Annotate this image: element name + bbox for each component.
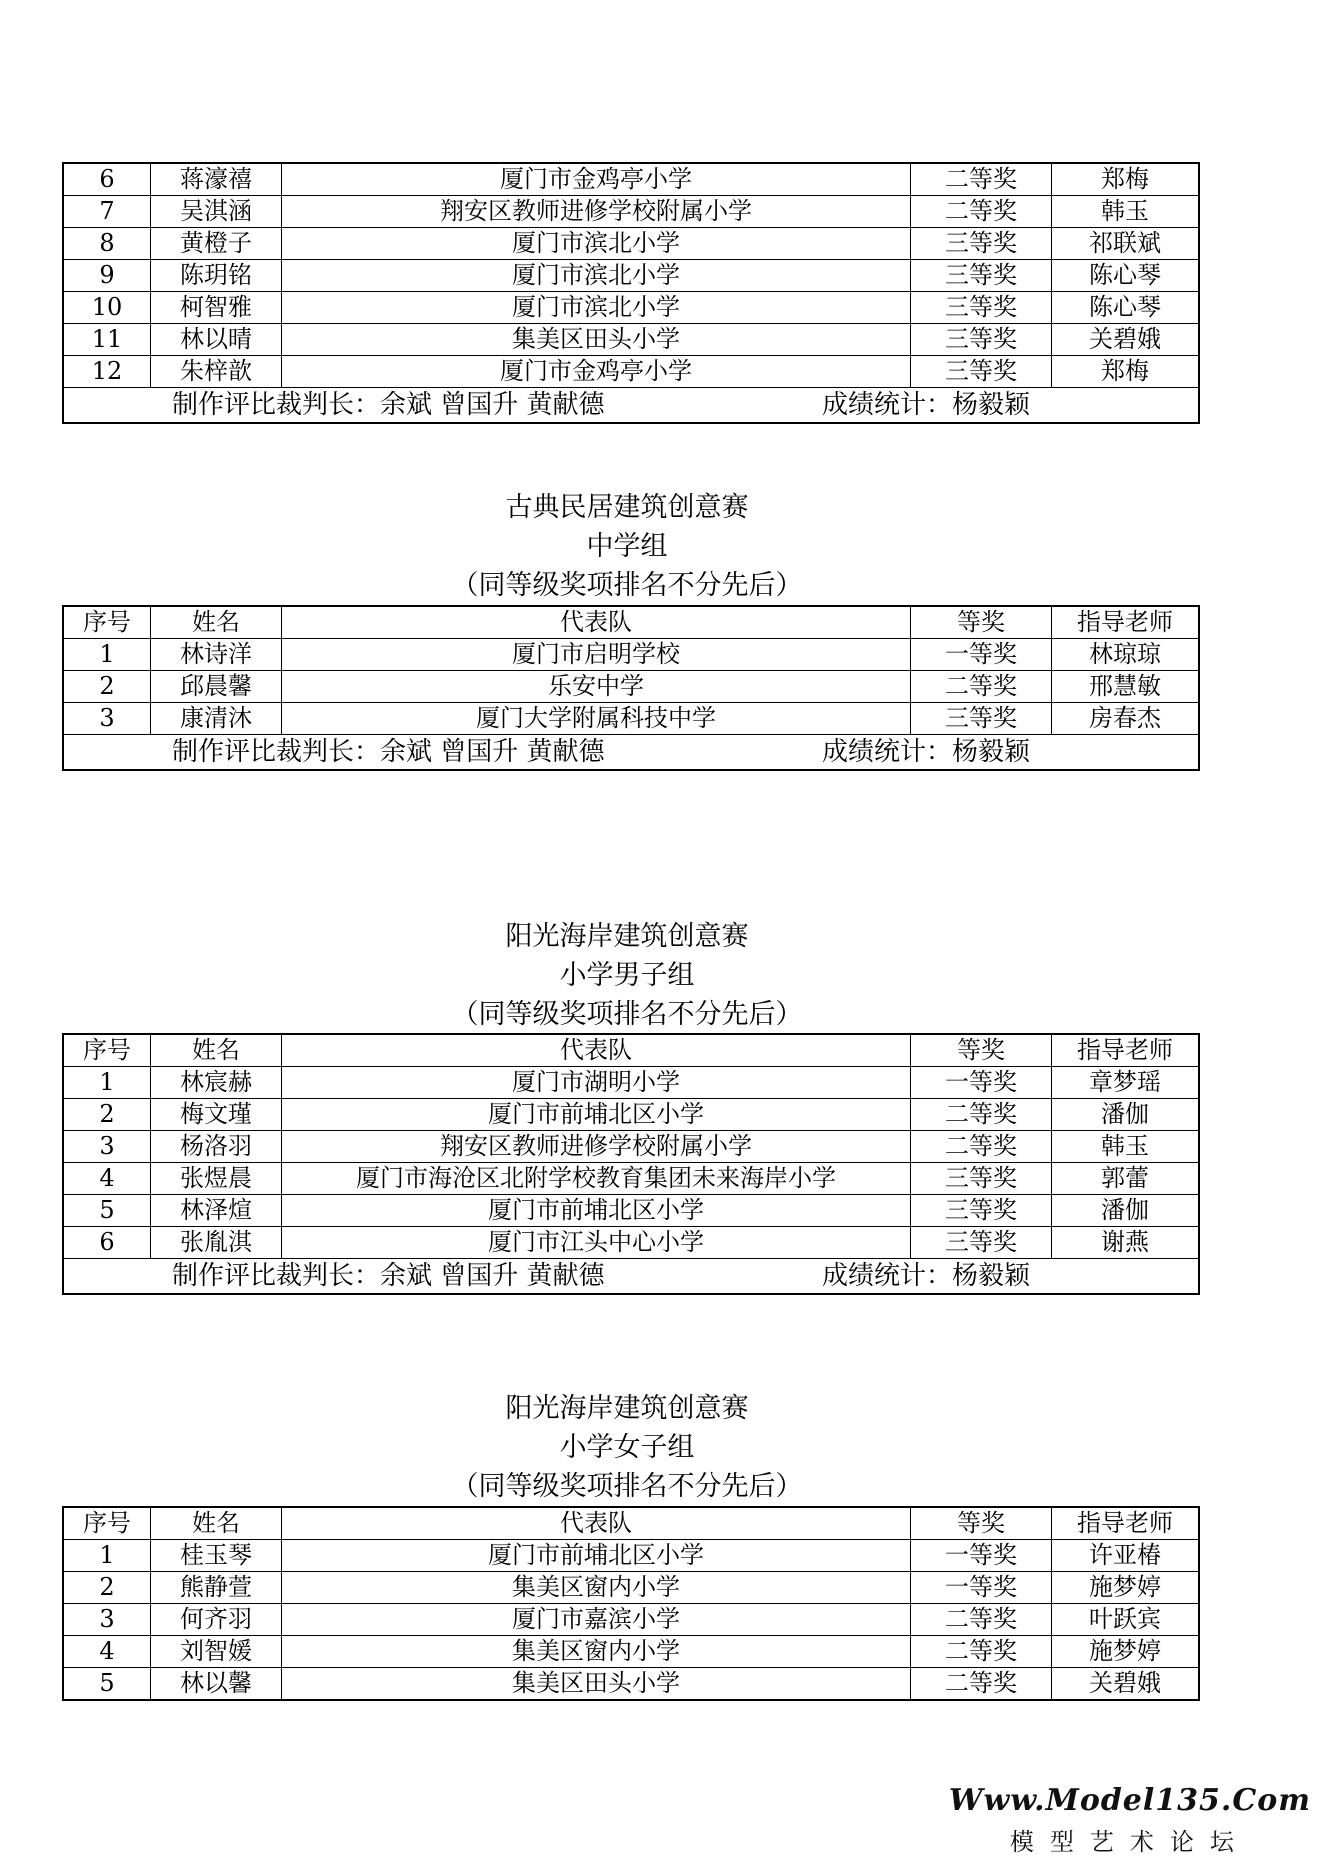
cell-number: 6 <box>63 163 151 196</box>
cell-number: 2 <box>63 671 151 703</box>
cell-award: 二等奖 <box>911 163 1052 196</box>
cell-teacher: 叶跃宾 <box>1052 1604 1200 1636</box>
cell-teacher: 郭蕾 <box>1052 1163 1200 1195</box>
header-team: 代表队 <box>282 1034 911 1067</box>
table-row <box>63 228 1199 260</box>
cell-teacher: 施梦婷 <box>1052 1572 1200 1604</box>
cell-award: 二等奖 <box>911 1131 1052 1163</box>
cell-teacher: 陈心琴 <box>1052 260 1200 292</box>
cell-team: 集美区田头小学 <box>282 324 911 356</box>
cell-number: 3 <box>63 1604 151 1636</box>
header-row <box>63 1034 1199 1067</box>
cell-name: 康清沐 <box>151 703 282 735</box>
cell-name: 熊静萱 <box>151 1572 282 1604</box>
cell-award: 一等奖 <box>911 1540 1052 1572</box>
cell-name: 梅文瑾 <box>151 1099 282 1131</box>
cell-team: 集美区田头小学 <box>282 1668 911 1701</box>
header-teacher: 指导老师 <box>1052 1507 1200 1540</box>
results-table <box>62 1506 1200 1701</box>
stats-credit: 成绩统计：杨毅颖 <box>822 1261 1031 1291</box>
cell-team: 厦门大学附属科技中学 <box>282 703 911 735</box>
cell-team: 厦门市前埔北区小学 <box>282 1099 911 1131</box>
cell-award: 三等奖 <box>911 356 1052 388</box>
cell-teacher: 关碧娥 <box>1052 1668 1200 1701</box>
results-table <box>62 605 1200 771</box>
cell-team: 厦门市滨北小学 <box>282 260 911 292</box>
footer-cell <box>63 1259 1199 1295</box>
table-row <box>63 1540 1199 1572</box>
cell-award: 一等奖 <box>911 1572 1052 1604</box>
header-name: 姓名 <box>151 1034 282 1067</box>
cell-award: 三等奖 <box>911 228 1052 260</box>
cell-name: 吴淇涵 <box>151 196 282 228</box>
cell-teacher: 谢燕 <box>1052 1227 1200 1259</box>
cell-number: 5 <box>63 1195 151 1227</box>
cell-teacher: 许亚椿 <box>1052 1540 1200 1572</box>
cell-teacher: 林琼琼 <box>1052 639 1200 671</box>
table-row <box>63 671 1199 703</box>
cell-teacher: 陈心琴 <box>1052 292 1200 324</box>
table-row <box>63 1572 1199 1604</box>
table-row <box>63 356 1199 388</box>
cell-teacher: 潘伽 <box>1052 1099 1200 1131</box>
header-number: 序号 <box>63 1507 151 1540</box>
cell-name: 蒋濠禧 <box>151 163 282 196</box>
table-row <box>63 163 1199 196</box>
cell-team: 乐安中学 <box>282 671 911 703</box>
header-number: 序号 <box>63 1034 151 1067</box>
cell-number: 3 <box>63 703 151 735</box>
header-row <box>63 606 1199 639</box>
cell-number: 9 <box>63 260 151 292</box>
header-row <box>63 1507 1199 1540</box>
cell-number: 1 <box>63 639 151 671</box>
cell-team: 厦门市嘉滨小学 <box>282 1604 911 1636</box>
stats-credit: 成绩统计：杨毅颖 <box>822 737 1031 767</box>
cell-name: 张胤淇 <box>151 1227 282 1259</box>
cell-name: 林以馨 <box>151 1668 282 1701</box>
cell-name: 桂玉琴 <box>151 1540 282 1572</box>
cell-award: 三等奖 <box>911 260 1052 292</box>
table-row <box>63 1636 1199 1668</box>
cell-award: 一等奖 <box>911 1067 1052 1099</box>
header-team: 代表队 <box>282 1507 911 1540</box>
cell-award: 二等奖 <box>911 196 1052 228</box>
header-award: 等奖 <box>911 606 1052 639</box>
section-group: 小学女子组 <box>559 1432 695 1463</box>
table-row <box>63 1131 1199 1163</box>
section-note: （同等级奖项排名不分先后） <box>451 570 803 601</box>
cell-teacher: 潘伽 <box>1052 1195 1200 1227</box>
cell-name: 林诗洋 <box>151 639 282 671</box>
results-section-coast-girls <box>62 1506 1192 1701</box>
table-row <box>63 1163 1199 1195</box>
cell-name: 林泽煊 <box>151 1195 282 1227</box>
table-row <box>63 324 1199 356</box>
cell-award: 三等奖 <box>911 324 1052 356</box>
table-row <box>63 703 1199 735</box>
table-row <box>63 1195 1199 1227</box>
cell-team: 厦门市滨北小学 <box>282 292 911 324</box>
cell-team: 集美区窗内小学 <box>282 1572 911 1604</box>
cell-number: 4 <box>63 1163 151 1195</box>
cell-award: 二等奖 <box>911 671 1052 703</box>
cell-team: 厦门市金鸡亭小学 <box>282 356 911 388</box>
table-row <box>63 639 1199 671</box>
cell-name: 柯智雅 <box>151 292 282 324</box>
cell-name: 黄橙子 <box>151 228 282 260</box>
cell-team: 厦门市启明学校 <box>282 639 911 671</box>
watermark-logo <box>949 1783 1311 1857</box>
cell-name: 邱晨馨 <box>151 671 282 703</box>
cell-teacher: 郑梅 <box>1052 163 1200 196</box>
watermark-name: 模型艺术论坛 <box>1009 1828 1250 1856</box>
results-table <box>62 162 1200 424</box>
section-title: 阳光海岸建筑创意赛 <box>505 1393 749 1424</box>
cell-team: 厦门市海沧区北附学校教育集团未来海岸小学 <box>282 1163 911 1195</box>
table-row <box>63 196 1199 228</box>
cell-award: 三等奖 <box>911 292 1052 324</box>
footer-cell <box>63 735 1199 771</box>
cell-award: 二等奖 <box>911 1668 1052 1701</box>
cell-number: 2 <box>63 1572 151 1604</box>
cell-number: 11 <box>63 324 151 356</box>
footer-cell <box>63 388 1199 424</box>
header-teacher: 指导老师 <box>1052 606 1200 639</box>
cell-name: 朱梓歆 <box>151 356 282 388</box>
section-title: 古典民居建筑创意赛 <box>505 492 749 523</box>
cell-name: 林以晴 <box>151 324 282 356</box>
referee-credit: 制作评比裁判长：余斌 曾国升 黄献德 <box>172 1261 605 1291</box>
results-section-coast-boys <box>62 1033 1192 1295</box>
watermark-site: Www.Model135.Com <box>948 1783 1311 1818</box>
cell-award: 三等奖 <box>911 703 1052 735</box>
referee-credit: 制作评比裁判长：余斌 曾国升 黄献德 <box>172 390 605 420</box>
cell-teacher: 章梦瑶 <box>1052 1067 1200 1099</box>
section-note: （同等级奖项排名不分先后） <box>451 1471 803 1502</box>
cell-number: 4 <box>63 1636 151 1668</box>
header-number: 序号 <box>63 606 151 639</box>
section-title: 阳光海岸建筑创意赛 <box>505 921 749 952</box>
cell-team: 厦门市金鸡亭小学 <box>282 163 911 196</box>
cell-team: 翔安区教师进修学校附属小学 <box>282 1131 911 1163</box>
cell-team: 厦门市滨北小学 <box>282 228 911 260</box>
cell-name: 杨洛羽 <box>151 1131 282 1163</box>
header-team: 代表队 <box>282 606 911 639</box>
header-name: 姓名 <box>151 606 282 639</box>
cell-name: 林宸赫 <box>151 1067 282 1099</box>
cell-name: 张煜晨 <box>151 1163 282 1195</box>
cell-team: 集美区窗内小学 <box>282 1636 911 1668</box>
cell-number: 6 <box>63 1227 151 1259</box>
cell-teacher: 韩玉 <box>1052 196 1200 228</box>
table-row <box>63 1099 1199 1131</box>
results-section-classical-middle <box>62 605 1192 771</box>
cell-award: 三等奖 <box>911 1195 1052 1227</box>
referee-credit: 制作评比裁判长：余斌 曾国升 黄献德 <box>172 737 605 767</box>
section-group: 小学男子组 <box>559 960 695 991</box>
cell-name: 陈玥铭 <box>151 260 282 292</box>
cell-teacher: 韩玉 <box>1052 1131 1200 1163</box>
cell-award: 三等奖 <box>911 1163 1052 1195</box>
cell-teacher: 关碧娥 <box>1052 324 1200 356</box>
cell-award: 二等奖 <box>911 1099 1052 1131</box>
results-table <box>62 1033 1200 1295</box>
table-row <box>63 1604 1199 1636</box>
cell-award: 二等奖 <box>911 1604 1052 1636</box>
cell-number: 8 <box>63 228 151 260</box>
cell-teacher: 祁联斌 <box>1052 228 1200 260</box>
cell-teacher: 房春杰 <box>1052 703 1200 735</box>
cell-team: 厦门市江头中心小学 <box>282 1227 911 1259</box>
footer-row <box>63 1259 1199 1295</box>
cell-team: 厦门市前埔北区小学 <box>282 1195 911 1227</box>
cell-award: 二等奖 <box>911 1636 1052 1668</box>
table-row <box>63 292 1199 324</box>
header-award: 等奖 <box>911 1507 1052 1540</box>
header-award: 等奖 <box>911 1034 1052 1067</box>
results-table-continued <box>62 162 1192 424</box>
table-row <box>63 1668 1199 1701</box>
footer-row <box>63 735 1199 771</box>
header-teacher: 指导老师 <box>1052 1034 1200 1067</box>
cell-team: 翔安区教师进修学校附属小学 <box>282 196 911 228</box>
table-row <box>63 260 1199 292</box>
cell-number: 7 <box>63 196 151 228</box>
cell-number: 10 <box>63 292 151 324</box>
cell-team: 厦门市湖明小学 <box>282 1067 911 1099</box>
section-group: 中学组 <box>586 531 668 562</box>
header-name: 姓名 <box>151 1507 282 1540</box>
cell-name: 何齐羽 <box>151 1604 282 1636</box>
cell-number: 1 <box>63 1067 151 1099</box>
cell-teacher: 施梦婷 <box>1052 1636 1200 1668</box>
stats-credit: 成绩统计：杨毅颖 <box>822 390 1031 420</box>
cell-number: 2 <box>63 1099 151 1131</box>
cell-number: 3 <box>63 1131 151 1163</box>
cell-teacher: 邢慧敏 <box>1052 671 1200 703</box>
cell-teacher: 郑梅 <box>1052 356 1200 388</box>
cell-award: 一等奖 <box>911 639 1052 671</box>
cell-number: 12 <box>63 356 151 388</box>
cell-award: 三等奖 <box>911 1227 1052 1259</box>
cell-number: 1 <box>63 1540 151 1572</box>
cell-name: 刘智媛 <box>151 1636 282 1668</box>
cell-team: 厦门市前埔北区小学 <box>282 1540 911 1572</box>
table-row <box>63 1067 1199 1099</box>
table-row <box>63 1227 1199 1259</box>
footer-row <box>63 388 1199 424</box>
cell-number: 5 <box>63 1668 151 1701</box>
section-note: （同等级奖项排名不分先后） <box>451 999 803 1030</box>
